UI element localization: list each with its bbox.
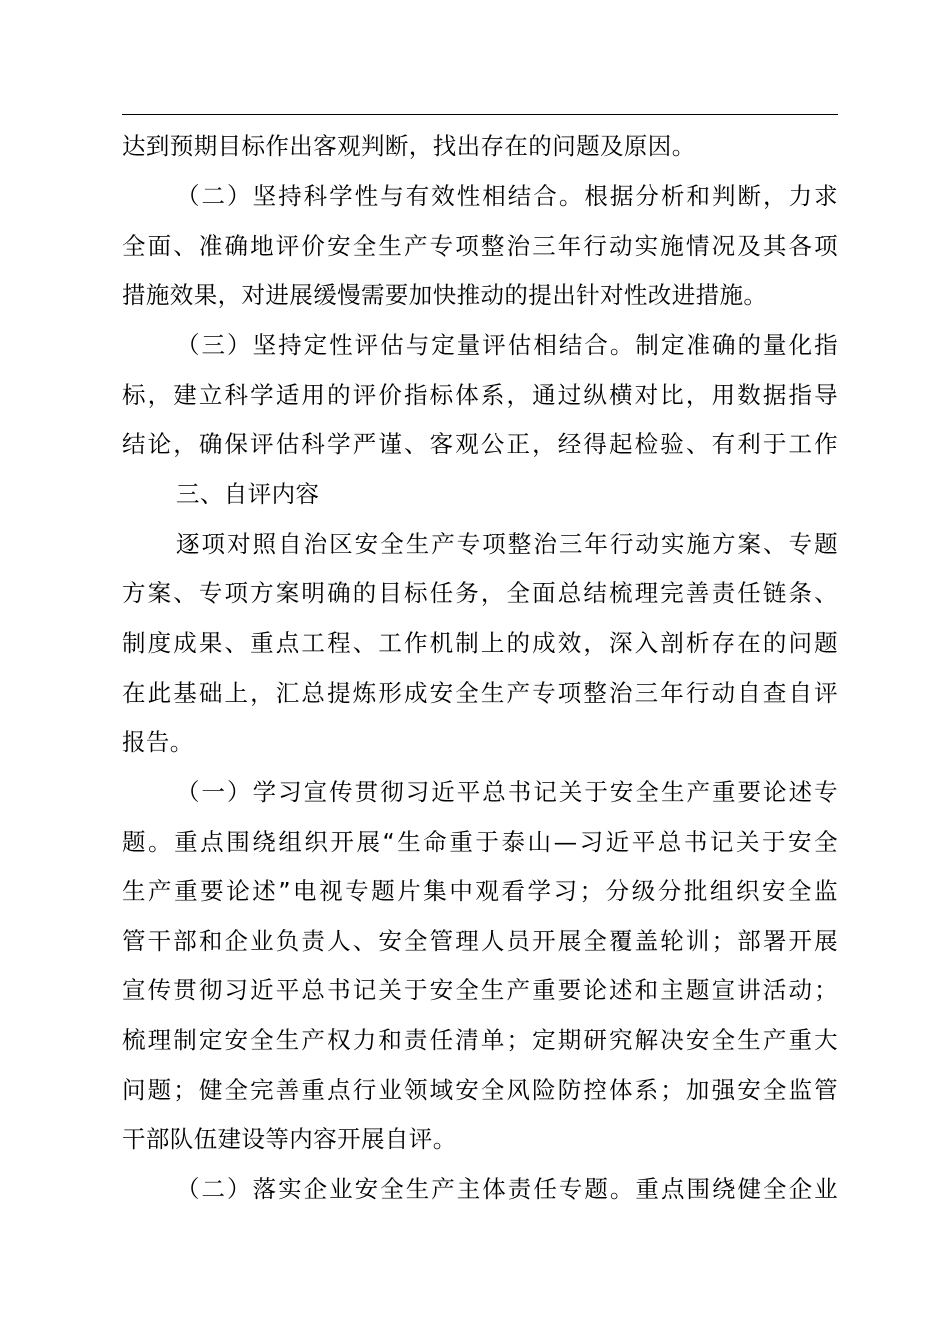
section-heading: 三、自评内容 [176, 480, 320, 508]
text-line-16: 生产重要论述”电视专题片集中观看学习；分级分批组织安全监 [122, 877, 838, 905]
text-line-10: 方案、专项方案明确的目标任务，全面总结梳理完善责任链条、 [122, 579, 838, 607]
text-line-12: 在此基础上，汇总提炼形成安全生产专项整治三年行动自查自评 [122, 679, 838, 707]
text-line-1: 达到预期目标作出客观判断，找出存在的问题及原因。 [122, 132, 696, 160]
text-line-11: 制度成果、重点工程、工作机制上的成效，深入剖析存在的问题 [122, 629, 838, 657]
text-line-14: （一）学习宣传贯彻习近平总书记关于安全生产重要论述专 [176, 778, 838, 806]
text-line-20: 问题；健全完善重点行业领域安全风险防控体系；加强安全监管 [122, 1076, 838, 1104]
text-line-19: 梳理制定安全生产权力和责任清单；定期研究解决安全生产重大 [122, 1026, 838, 1054]
text-line-13: 报告。 [122, 728, 194, 756]
text-line-6: 标，建立科学适用的评价指标体系，通过纵横对比，用数据指导 [122, 381, 838, 409]
text-line-15: 题。重点围绕组织开展“生命重于泰山—习近平总书记关于安全 [122, 828, 838, 856]
text-line-17: 管干部和企业负责人、安全管理人员开展全覆盖轮训；部署开展 [122, 927, 838, 955]
text-line-2: （二）坚持科学性与有效性相结合。根据分析和判断，力求 [176, 182, 838, 210]
text-line-18: 宣传贯彻习近平总书记关于安全生产重要论述和主题宣讲活动； [122, 976, 838, 1004]
header-rule [122, 114, 838, 115]
text-line-4: 措施效果，对进展缓慢需要加快推动的提出针对性改进措施。 [122, 281, 768, 309]
text-line-5: （三）坚持定性评估与定量评估相结合。制定准确的量化指 [176, 331, 838, 359]
text-line-3: 全面、准确地评价安全生产专项整治三年行动实施情况及其各项 [122, 232, 838, 260]
text-line-21: 干部队伍建设等内容开展自评。 [122, 1125, 457, 1153]
text-line-22: （二）落实企业安全生产主体责任专题。重点围绕健全企业 [176, 1175, 838, 1203]
text-line-7: 结论，确保评估科学严谨、客观公正，经得起检验、有利于工作 [122, 430, 838, 458]
text-line-9: 逐项对照自治区安全生产专项整治三年行动实施方案、专题 [176, 530, 838, 558]
